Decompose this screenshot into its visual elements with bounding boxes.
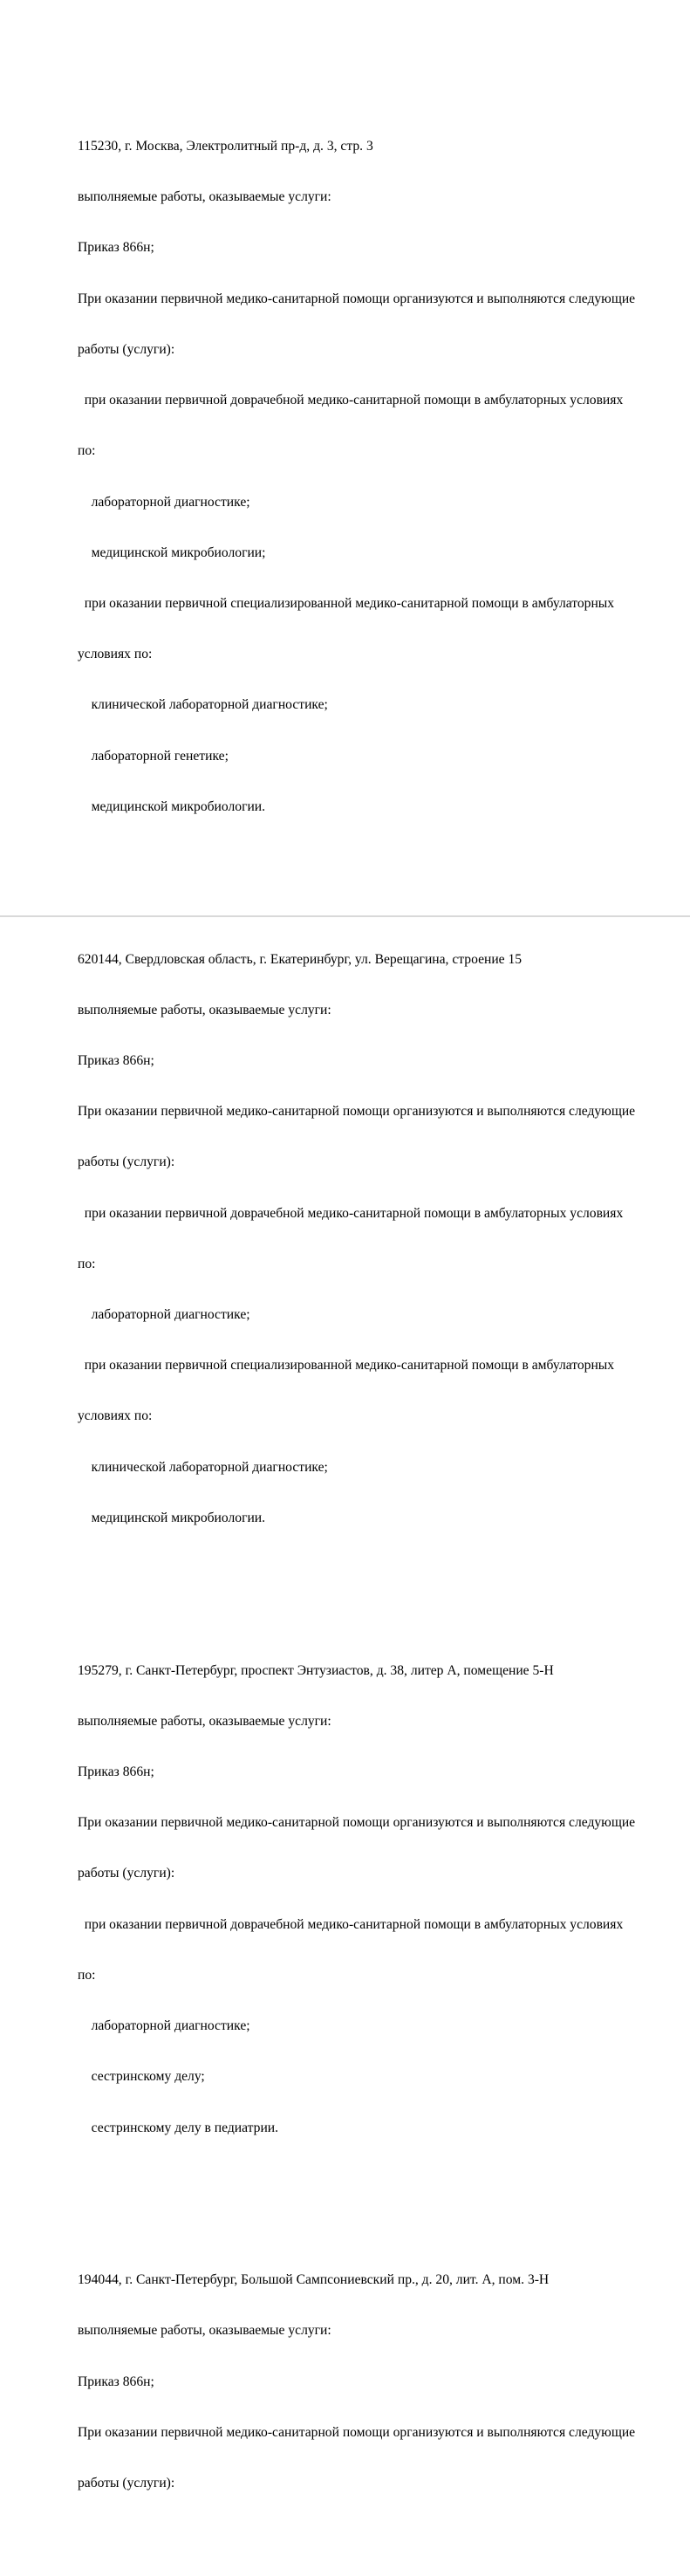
order-reference: Приказ 866н; bbox=[78, 1764, 154, 1779]
doc-line: условиях по: bbox=[78, 647, 153, 662]
service-item: лабораторной диагностике; bbox=[78, 1307, 250, 1323]
service-item: лабораторной диагностике; bbox=[78, 494, 250, 510]
address-line: 620144, Свердловская область, г. Екатеринбург, ул. Верещагина, строение 15 bbox=[78, 951, 523, 967]
doc-line: при оказании первичной специализированной медико-санитарной помощи в амбулаторных bbox=[78, 596, 615, 611]
doc-line: по: bbox=[78, 1256, 96, 1271]
doc-line: при оказании первичной доврачебной медико-санитарной помощи в амбулаторных условиях bbox=[78, 393, 624, 408]
address-block-ekaterinburg bbox=[78, 917, 653, 1560]
works-services-label: выполняемые работы, оказываемые услуги: bbox=[78, 2323, 331, 2339]
address-line: 195279, г. Санкт-Петербург, проспект Энтузиастов, д. 38, литер А, помещение 5-Н bbox=[78, 1662, 554, 1678]
service-item: клинической лабораторной диагностике; bbox=[78, 697, 328, 713]
service-item: лабораторной диагностике; bbox=[78, 2018, 250, 2034]
doc-line: по: bbox=[78, 443, 96, 459]
service-item: медицинской микробиологии; bbox=[78, 545, 266, 560]
doc-line: условиях по: bbox=[78, 1408, 153, 1424]
address-block-spb-entuziastov bbox=[78, 1628, 653, 2170]
doc-line: при оказании первичной доврачебной медико-санитарной помощи в амбулаторных условиях bbox=[78, 1205, 624, 1221]
works-services-label: выполняемые работы, оказываемые услуги: bbox=[78, 1002, 331, 1017]
works-services-label: выполняемые работы, оказываемые услуги: bbox=[78, 189, 331, 205]
doc-line: по: bbox=[78, 1967, 96, 1983]
service-item: лабораторной генетике; bbox=[78, 748, 229, 764]
doc-line: работы (услуги): bbox=[78, 1154, 175, 1170]
address-line: 194044, г. Санкт-Петербург, Большой Сампсониевский пр., д. 20, лит. А, пом. 3-Н bbox=[78, 2272, 550, 2288]
order-reference: Приказ 866н; bbox=[78, 1052, 154, 1068]
address-block-moscow bbox=[78, 104, 653, 849]
order-reference: Приказ 866н; bbox=[78, 2374, 154, 2389]
service-item: медицинской микробиологии. bbox=[78, 798, 266, 814]
doc-line: работы (услуги): bbox=[78, 1866, 175, 1881]
doc-line: при оказании первичной доврачебной медико-санитарной помощи в амбулаторных условиях bbox=[78, 1916, 624, 1932]
service-item: медицинской микробиологии. bbox=[78, 1510, 266, 1525]
works-services-label: выполняемые работы, оказываемые услуги: bbox=[78, 1713, 331, 1729]
doc-line: При оказании первичной медико-санитарной помощи организуются и выполняются следующие bbox=[78, 1104, 636, 1120]
order-reference: Приказ 866н; bbox=[78, 240, 154, 256]
doc-line: При оказании первичной медико-санитарной помощи организуются и выполняются следующие bbox=[78, 1815, 636, 1831]
doc-line: при оказании первичной специализированной медико-санитарной помощи в амбулаторных bbox=[78, 1358, 615, 1374]
bottom-divider bbox=[0, 915, 690, 917]
address-line: 115230, г. Москва, Электролитный пр-д, д. 3, стр. 3 bbox=[78, 139, 373, 154]
service-item: сестринскому делу в педиатрии. bbox=[78, 2120, 279, 2135]
doc-line: работы (услуги): bbox=[78, 341, 175, 357]
address-block-spb-sampsonievsky bbox=[78, 2237, 653, 2525]
doc-line: При оказании первичной медико-санитарной помощи организуются и выполняются следующие bbox=[78, 2424, 636, 2440]
service-item: сестринскому делу; bbox=[78, 2069, 205, 2085]
service-item: клинической лабораторной диагностике; bbox=[78, 1459, 328, 1475]
doc-line: При оказании первичной медико-санитарной помощи организуются и выполняются следующие bbox=[78, 291, 636, 306]
doc-line: работы (услуги): bbox=[78, 2476, 175, 2491]
license-works-document bbox=[78, 53, 653, 2576]
